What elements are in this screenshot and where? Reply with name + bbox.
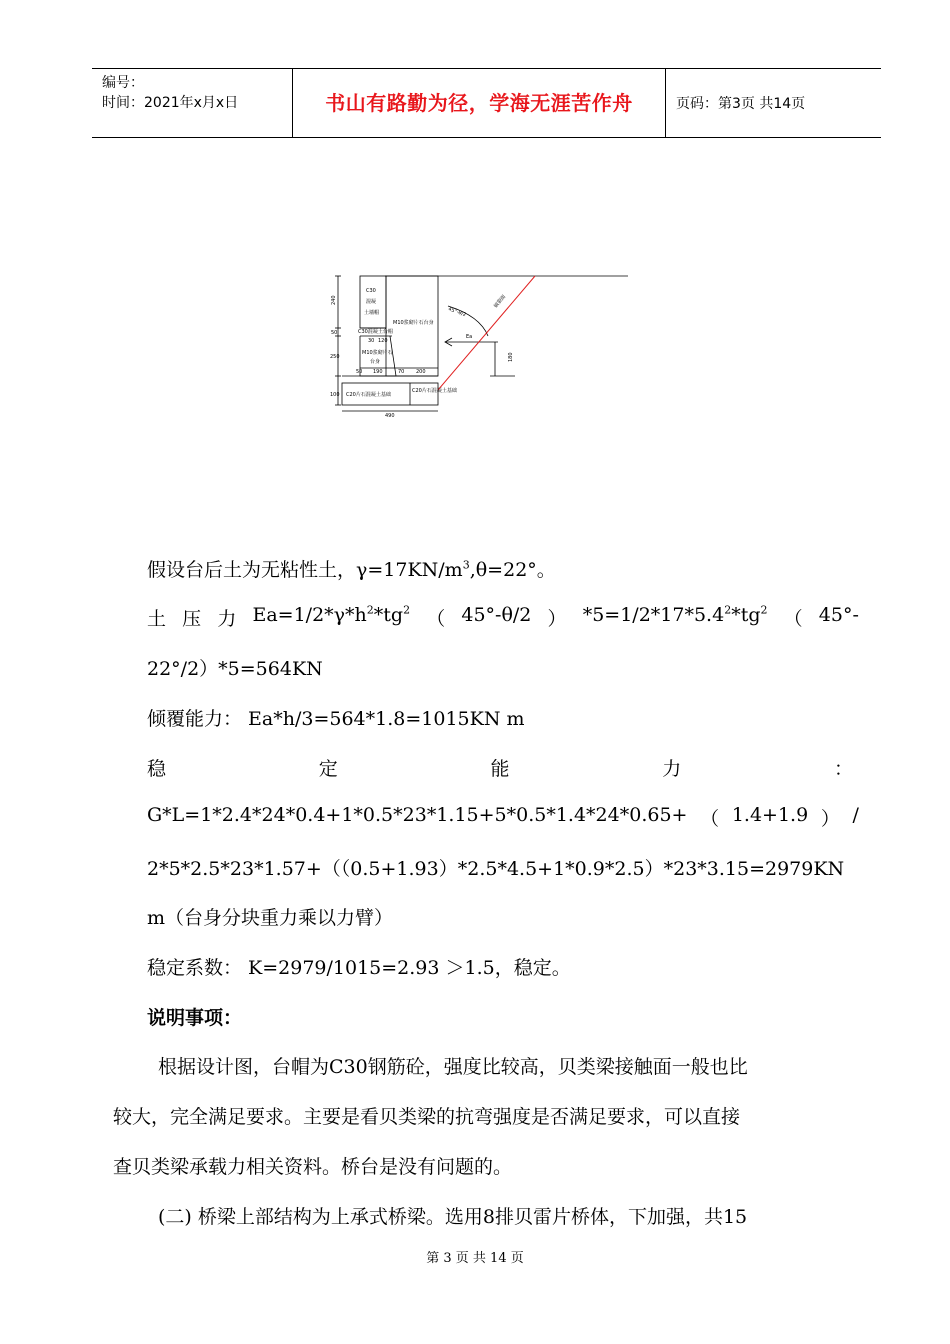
label-base-left: C20片石混凝土基础 bbox=[346, 392, 391, 398]
label-mid: C30混凝土台帽 bbox=[358, 329, 393, 335]
abutment-diagram bbox=[330, 268, 630, 418]
label-ea: Ea bbox=[466, 334, 473, 340]
time-label: 时间：2021年x月x日 bbox=[102, 95, 239, 111]
dim-left-2: 50 bbox=[331, 330, 338, 336]
dim-mid-1: 30 bbox=[368, 338, 375, 344]
dim-left-3: 250 bbox=[330, 354, 340, 360]
earth-pressure-line: 土 压 力 $Ea=1/2*\gamma*h^2*tg^2$ （ 45°-θ/2 ） $*5=1/2*17*5.4^2*tg^2$ （ 45°- bbox=[147, 603, 859, 630]
number-label: 编号： bbox=[102, 75, 144, 91]
header-meta-cell bbox=[92, 69, 293, 137]
paragraph-1-line-3: 查贝类梁承载力相关资料。桥台是没有问题的。 bbox=[113, 1156, 513, 1178]
dim-bottom: 490 bbox=[385, 413, 395, 418]
dim-mid-5: 70 bbox=[398, 369, 405, 375]
label-cap: 混凝 bbox=[366, 299, 377, 305]
label-c30: C30 bbox=[366, 288, 376, 294]
label-m10-rear: M10浆砌片石台身 bbox=[393, 320, 434, 326]
page-header bbox=[92, 68, 881, 138]
paragraph-1-line-2: 较大，完全满足要求。主要是看贝类梁的抗弯强度是否满足要求，可以直接 bbox=[113, 1106, 741, 1128]
label-slip: 破裂面 bbox=[492, 293, 508, 310]
dim-left-4: 100 bbox=[330, 392, 340, 398]
page-footer: 第 3 页 共 14 页 bbox=[426, 1251, 524, 1266]
dim-mid-6: 200 bbox=[416, 369, 426, 375]
overturn-line: 倾覆能力： Ea*h/3=564*1.8=1015KN m bbox=[147, 708, 525, 730]
dim-mid-4: 190 bbox=[373, 369, 383, 375]
paragraph-2-line-1: (二) 桥梁上部结构为上承式桥梁。选用8排贝雷片桥体，下加强，共15 bbox=[158, 1206, 748, 1228]
assumption-line: 假设台后土为无粘性土，$\gamma=17KN/m^3,\theta=22^\circ$。 bbox=[147, 558, 556, 581]
gl-line2: 2*5*2.5*23*1.57+（（0.5+1.93）*2.5*4.5+1*0.9*2.5）*23*3.15=2979KN bbox=[147, 858, 845, 880]
dim-mid-3: 50 bbox=[356, 369, 363, 375]
earth-pressure-line2: 22°/2）*5=564KN bbox=[147, 658, 323, 680]
notes-title: 说明事项： bbox=[147, 1007, 243, 1029]
label-cap2: 土墙帽 bbox=[364, 310, 380, 316]
gl-line3: m（台身分块重力乘以力臂） bbox=[147, 907, 394, 929]
label-m10-front: M10浆砌片石 bbox=[362, 350, 393, 356]
gl-line1: G*L=1*2.4*24*0.4+1*0.5*23*1.15+5*0.5*1.4*24*0.65+ （ 1.4+1.9 ） / bbox=[147, 804, 859, 830]
paragraph-1-line-1: 根据设计图，台帽为C30钢筋砼，强度比较高，贝类梁接触面一般也比 bbox=[158, 1056, 748, 1078]
label-angle: 45°-θ/2 bbox=[447, 306, 467, 319]
coefficient-line: 稳定系数： K=2979/1015=2.93 ＞1.5，稳定。 bbox=[147, 957, 571, 979]
header-motto: 书山有路勤为径，学海无涯苦作舟 bbox=[293, 69, 666, 137]
header-page-info: 页码：第3页 共14页 bbox=[676, 96, 806, 112]
label-front2: 台身 bbox=[370, 359, 381, 365]
dim-right: 180 bbox=[508, 352, 514, 362]
dim-mid-2: 120 bbox=[378, 338, 388, 344]
label-base-right: C20片石混凝土基础 bbox=[412, 388, 457, 394]
dim-left-1: 240 bbox=[331, 295, 337, 305]
stability-label-line: 稳 定 能 力 ： bbox=[147, 758, 853, 780]
